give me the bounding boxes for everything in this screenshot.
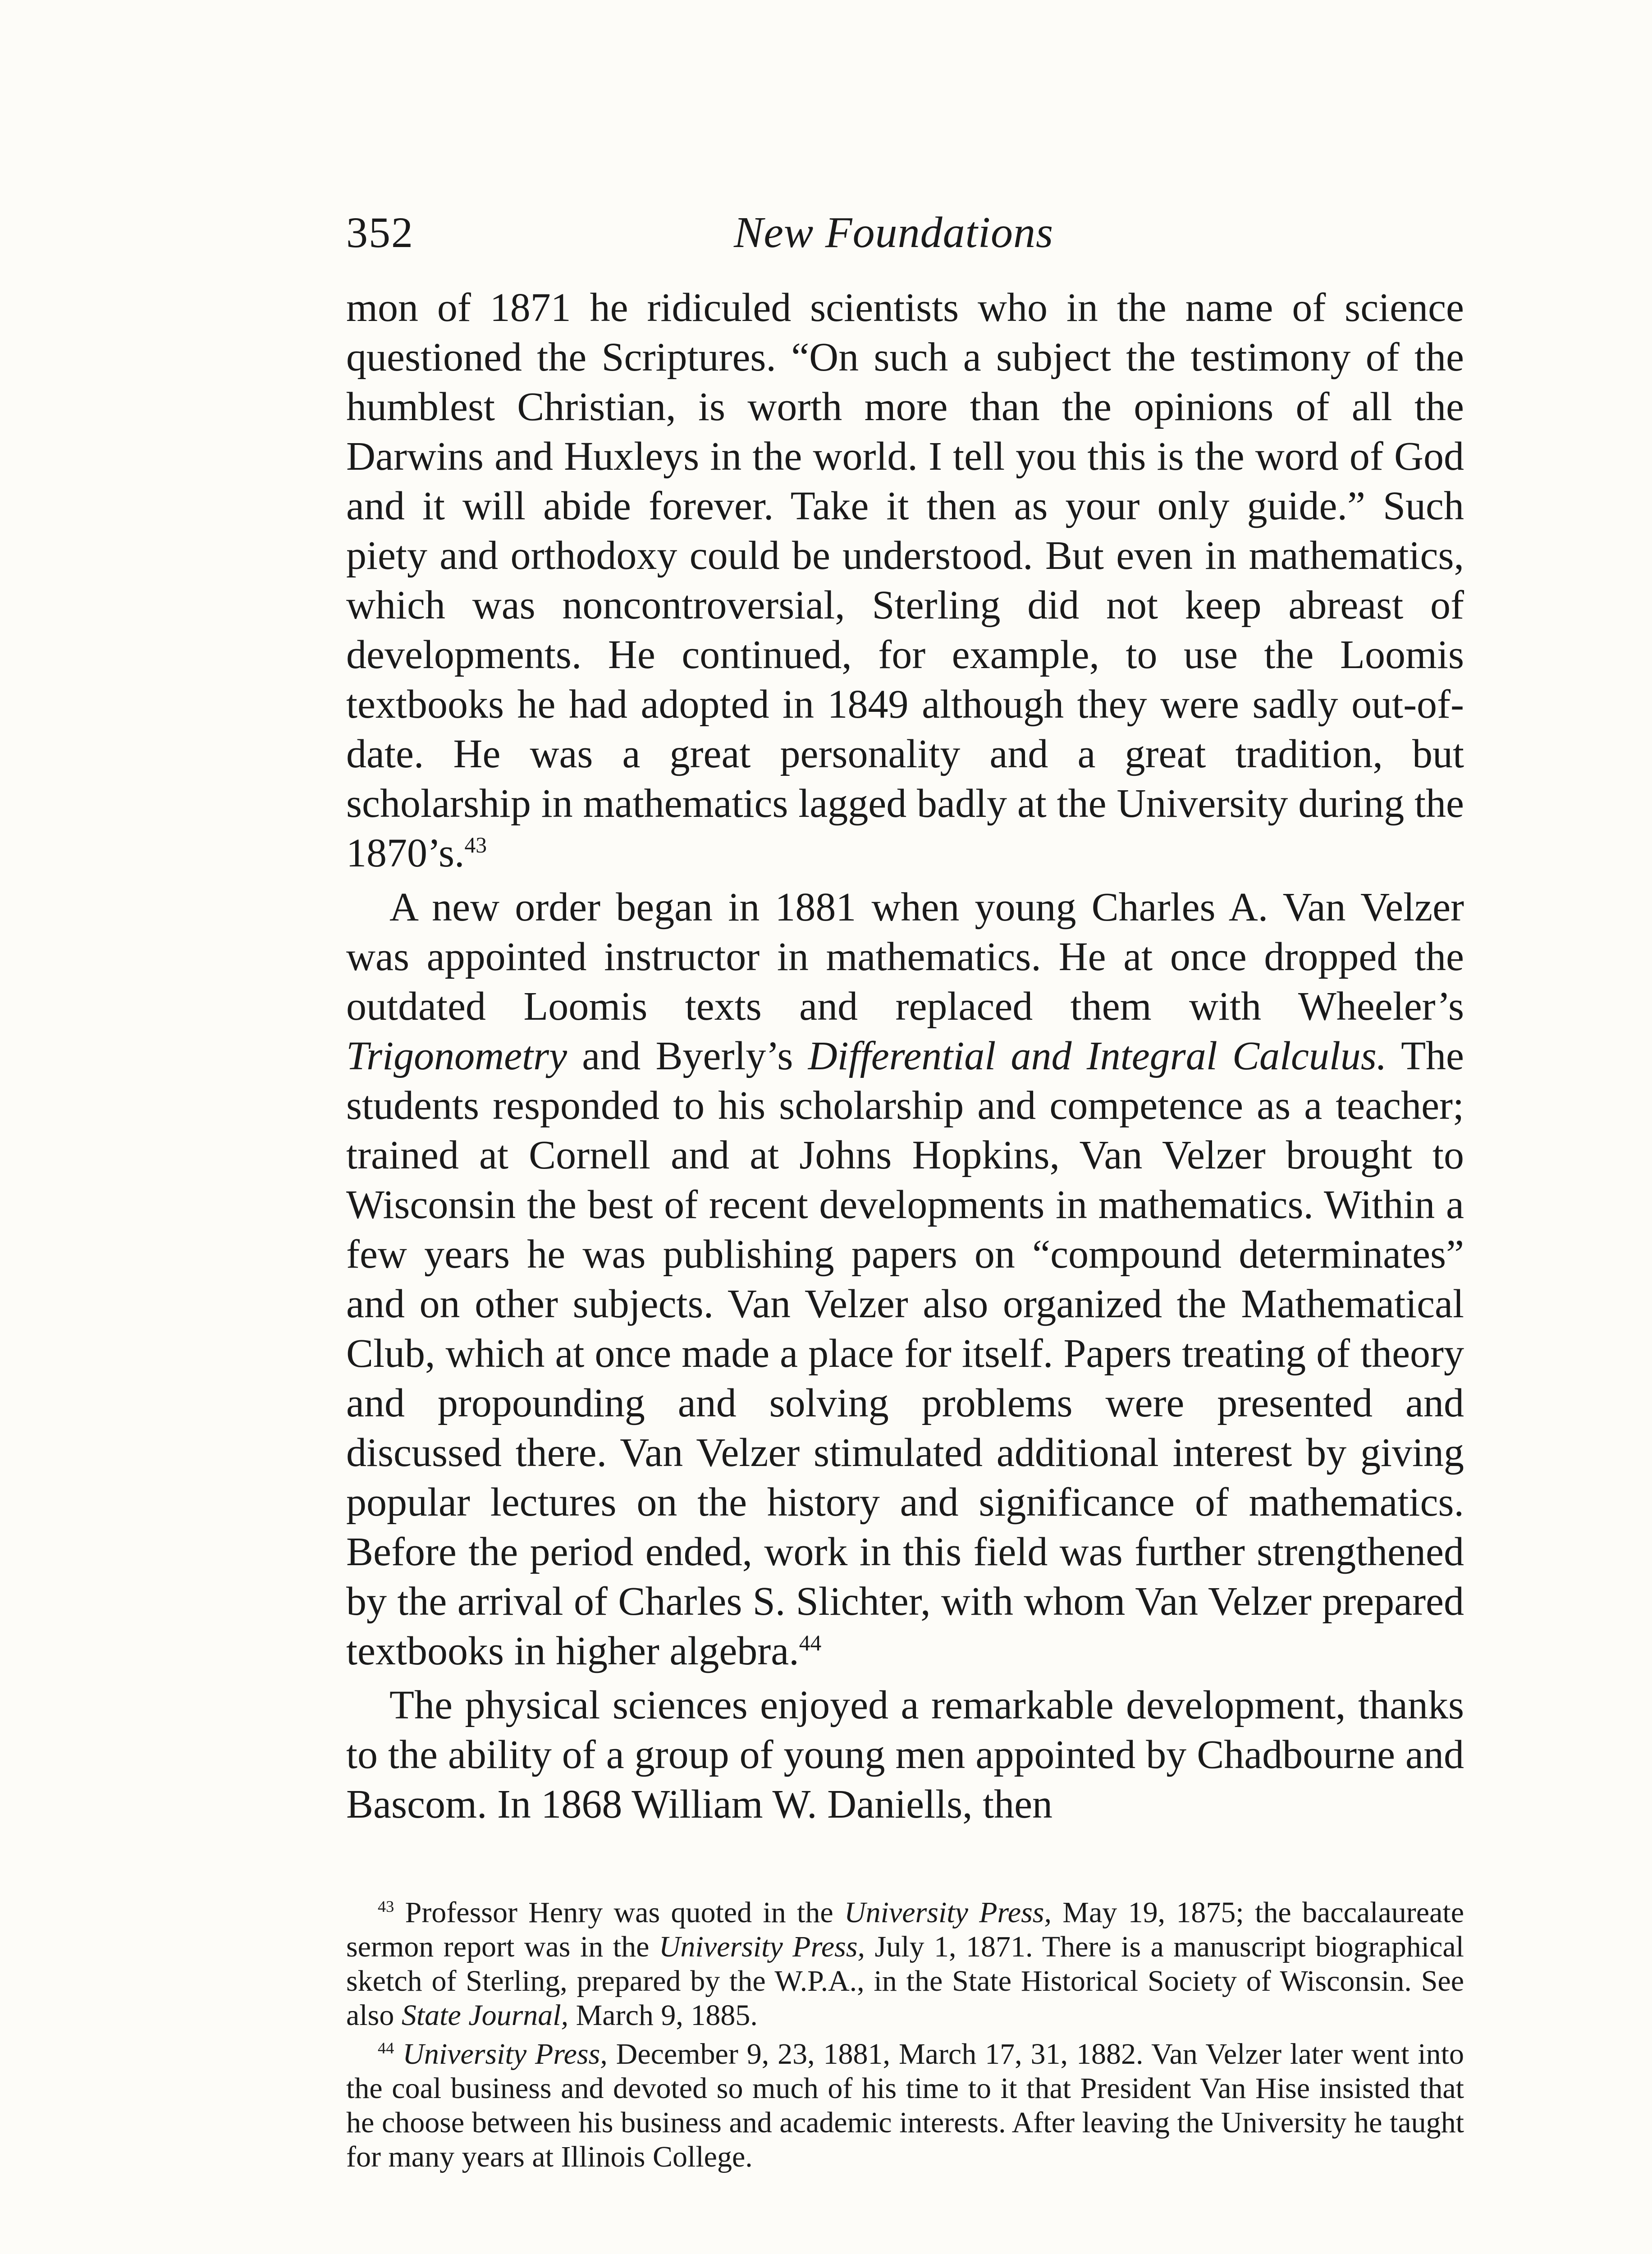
paragraph-2-text-c: The students responded to his scholarship and competence as a teacher; trained at Cornell and at Johns Hopkins, Van Velzer brought to Wisconsin the best of recent developments in mathematics. Within a few years he was publishing papers on “compound determinates” and on other subjects. Van Velzer also organized the Mathematical Club, which at once made a place for itself. Papers treating of theory and propounding and solving problems were presented and discussed there. Van Velzer stimulated additional interest by giving popular lectures on the history and significance of mathematics. Before the period ended, work in this field was further strengthened by the arrival of Charles S. Slichter, with whom Van Velzer prepared textbooks in higher algebra. xyxy=(346,1034,1464,1673)
body-text xyxy=(346,283,1464,1829)
footnote-44-source: University Press, xyxy=(394,2038,608,2071)
paragraph-2-text-b: and Byerly’s xyxy=(567,1034,808,1078)
book-title-trigonometry: Trigonometry xyxy=(346,1034,567,1078)
book-title-calculus: Differential and Integral Calculus. xyxy=(808,1034,1387,1078)
footnote-43-text-b: May 19, 1875; the baccalaureate sermon report was in the xyxy=(346,1896,1464,1963)
footnote-44-text: December 9, 23, 1881, March 17, 31, 1882. Van Velzer later went into the coal business and devoted so much of his time to it that President Van Hise insisted that he choose between his business and academic interests. After leaving the University he taught for many years at Illinois College. xyxy=(346,2038,1464,2173)
page-number: 352 xyxy=(346,208,414,257)
footnote-43-source-c: State Journal, xyxy=(401,1999,569,2032)
paragraph-1 xyxy=(346,283,1464,878)
footnote-43-source-a: University Press, xyxy=(844,1896,1052,1929)
footnote-43 xyxy=(346,1896,1464,2033)
footnote-ref-44: 44 xyxy=(799,1631,822,1655)
footnote-43-text-c: July 1, 1871. There is a manuscript biographical sketch of Sterling, prepared by the W.P.A., in the State Historical Society of Wisconsin. See also xyxy=(346,1930,1464,2032)
paragraph-3-text: The physical sciences enjoyed a remarkable development, thanks to the ability of a group of young men appointed by Chadbourne and Bascom. In 1868 William W. Daniells, then xyxy=(346,1683,1464,1827)
paragraph-2-text-a: A new order began in 1881 when young Charles A. Van Velzer was appointed instructor in mathematics. He at once dropped the outdated Loomis texts and replaced them with Wheeler’s xyxy=(346,885,1464,1029)
footnote-ref-43: 43 xyxy=(464,833,487,857)
page-header xyxy=(346,198,1464,266)
paragraph-3 xyxy=(346,1681,1464,1829)
footnotes xyxy=(346,1896,1464,2179)
footnote-44-number: 44 xyxy=(378,2039,394,2057)
footnote-44 xyxy=(346,2037,1464,2174)
footnote-43-source-b: University Press, xyxy=(659,1930,865,1963)
footnote-43-text-d: March 9, 1885. xyxy=(568,1999,758,2032)
paragraph-2 xyxy=(346,883,1464,1676)
paragraph-1-text: mon of 1871 he ridiculed scientists who in the name of science questioned the Scriptures. “On such a subject the testimony of the humblest Christian, is worth more than the opinions of all the Darwins and Huxleys in the world. I tell you this is the word of God and it will abide forever. Take it then as your only guide.” Such piety and orthodoxy could be understood. But even in mathematics, which was noncontroversial, Sterling did not keep abreast of developments. He continued, for example, to use the Loomis textbooks he had adopted in 1849 although they were sadly out-of-date. He was a great personality and a great tradition, but scholarship in mathematics lagged badly at the University during the 1870’s. xyxy=(346,285,1464,875)
footnote-43-number: 43 xyxy=(378,1897,394,1915)
running-title: New Foundations xyxy=(734,208,1054,257)
footnote-43-text-a: Professor Henry was quoted in the xyxy=(394,1896,844,1929)
